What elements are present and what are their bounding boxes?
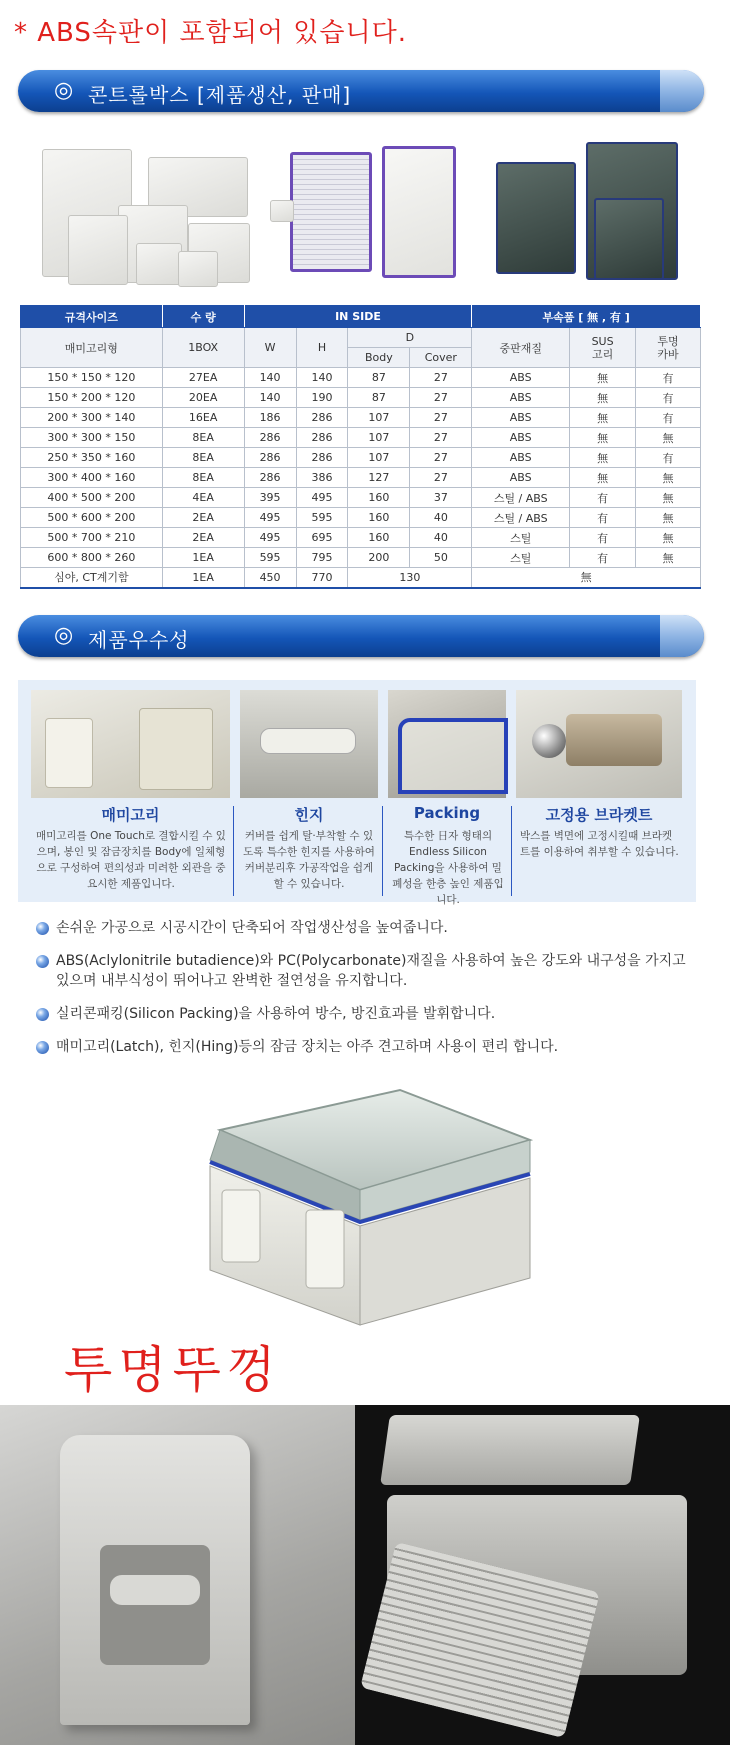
feature-desc-hinge: 커버를 쉽게 탈·부착할 수 있도록 특수한 힌지를 사용하여 커버분리후 가공작업을 쉽게 할 수 있습니다. bbox=[243, 830, 375, 890]
cell-d-cover: 27 bbox=[410, 448, 472, 468]
cell-d: 130 bbox=[348, 568, 472, 588]
spec-table bbox=[20, 305, 701, 589]
col-header-inside: IN SIDE bbox=[244, 306, 472, 328]
cell-d-cover: 37 bbox=[410, 488, 472, 508]
subheader-sus: SUS 고리 bbox=[570, 328, 636, 368]
cell-d-body: 107 bbox=[348, 428, 410, 448]
cell-sus: 有 bbox=[570, 528, 636, 548]
cell-accessories: 無 bbox=[472, 568, 701, 588]
cell-d-body: 107 bbox=[348, 408, 410, 428]
cell-d-cover: 40 bbox=[410, 528, 472, 548]
cell-size: 600 * 800 * 260 bbox=[21, 548, 163, 568]
cell-qty: 2EA bbox=[162, 528, 244, 548]
cell-h: 190 bbox=[296, 388, 348, 408]
cell-h: 795 bbox=[296, 548, 348, 568]
cell-plate: 스틸 bbox=[472, 528, 570, 548]
cell-qty: 20EA bbox=[162, 388, 244, 408]
cell-d-body: 160 bbox=[348, 488, 410, 508]
feature-photo-latch bbox=[31, 690, 230, 798]
cell-size: 150 * 150 * 120 bbox=[21, 368, 163, 388]
cell-size: 400 * 500 * 200 bbox=[21, 488, 163, 508]
feature-title-hinge: 힌지 bbox=[294, 806, 324, 824]
cell-d-cover: 27 bbox=[410, 428, 472, 448]
cell-clear: 無 bbox=[636, 468, 701, 488]
banner-symbol: ◎ bbox=[54, 623, 74, 648]
cell-sus: 無 bbox=[570, 468, 636, 488]
cell-plate: 스틸 / ABS bbox=[472, 488, 570, 508]
cell-size: 500 * 600 * 200 bbox=[21, 508, 163, 528]
subheader-unit: 1BOX bbox=[162, 328, 244, 368]
cell-plate: 스틸 / ABS bbox=[472, 508, 570, 528]
cell-qty: 8EA bbox=[162, 468, 244, 488]
table-row bbox=[21, 408, 701, 428]
cell-plate: ABS bbox=[472, 448, 570, 468]
cell-clear: 無 bbox=[636, 428, 701, 448]
feature-desc-packing: 특수한 日자 형태의 Endless Silicon Packing을 사용하여 밀폐성을 한층 높인 제품입니다. bbox=[392, 830, 504, 906]
subheader-latch-type: 매미고리형 bbox=[21, 328, 163, 368]
list-item: 실리콘패킹(Silicon Packing)을 사용하여 방수, 방진효과를 발휘합니다. bbox=[36, 1004, 696, 1024]
product-photo-open-box bbox=[262, 140, 457, 290]
cell-d-body: 107 bbox=[348, 448, 410, 468]
cell-h: 495 bbox=[296, 488, 348, 508]
table-row bbox=[21, 528, 701, 548]
table-row bbox=[21, 488, 701, 508]
list-item: 손쉬운 가공으로 시공시간이 단축되어 작업생산성을 높여줍니다. bbox=[36, 918, 696, 938]
cell-sus: 無 bbox=[570, 408, 636, 428]
cell-w: 186 bbox=[244, 408, 296, 428]
cell-d-body: 87 bbox=[348, 388, 410, 408]
cell-w: 595 bbox=[244, 548, 296, 568]
cell-h: 770 bbox=[296, 568, 348, 588]
cell-plate: ABS bbox=[472, 408, 570, 428]
feature-desc-latch: 매미고리를 One Touch로 결합시킬 수 있으며, 봉인 및 잠금장치를 Body에 일체형으로 구성하여 편의성과 미려한 외관을 중요시한 제품입니다. bbox=[36, 830, 226, 890]
cell-w: 286 bbox=[244, 448, 296, 468]
table-row bbox=[21, 428, 701, 448]
list-item: 매미고리(Latch), 힌지(Hing)등의 잠금 장치는 아주 견고하며 사용이 편리 합니다. bbox=[36, 1037, 696, 1057]
banner-title: 제품우수성 bbox=[88, 628, 190, 652]
cell-size: 150 * 200 * 120 bbox=[21, 388, 163, 408]
cell-d-body: 160 bbox=[348, 508, 410, 528]
cell-sus: 無 bbox=[570, 428, 636, 448]
bullet-icon bbox=[36, 955, 49, 968]
cell-h: 595 bbox=[296, 508, 348, 528]
cell-plate: ABS bbox=[472, 388, 570, 408]
subheader-w: W bbox=[244, 328, 296, 368]
cell-h: 386 bbox=[296, 468, 348, 488]
cell-w: 140 bbox=[244, 368, 296, 388]
table-row bbox=[21, 508, 701, 528]
photo-open-box-with-plate bbox=[355, 1405, 730, 1745]
feature-divider bbox=[382, 806, 383, 896]
feature-photo-packing bbox=[388, 690, 506, 798]
photo-latch-closeup bbox=[0, 1405, 355, 1745]
cell-d-body: 127 bbox=[348, 468, 410, 488]
cell-size: 300 * 400 * 160 bbox=[21, 468, 163, 488]
subheader-plate: 중판재질 bbox=[472, 328, 570, 368]
cell-d-body: 200 bbox=[348, 548, 410, 568]
cell-h: 140 bbox=[296, 368, 348, 388]
list-item: ABS(Aclylonitrile butadience)와 PC(Polycarbonate)재질을 사용하여 높은 강도와 내구성을 가지고 있으며 내부식성이 뛰어나고 완벽한 절연성을 유지합니다. bbox=[36, 951, 696, 991]
cell-d-cover: 27 bbox=[410, 408, 472, 428]
cell-d-cover: 40 bbox=[410, 508, 472, 528]
col-header-size: 규격사이즈 bbox=[21, 306, 163, 328]
cell-plate: ABS bbox=[472, 428, 570, 448]
cell-plate: 스틸 bbox=[472, 548, 570, 568]
feature-title-latch: 매미고리 bbox=[101, 806, 160, 824]
table-row-last bbox=[21, 568, 701, 588]
cell-h: 286 bbox=[296, 408, 348, 428]
subheader-h: H bbox=[296, 328, 348, 368]
cell-d-body: 160 bbox=[348, 528, 410, 548]
cell-clear: 有 bbox=[636, 408, 701, 428]
cell-w: 495 bbox=[244, 528, 296, 548]
cell-qty: 8EA bbox=[162, 448, 244, 468]
cell-clear: 有 bbox=[636, 448, 701, 468]
cell-sus: 無 bbox=[570, 388, 636, 408]
section-banner-product bbox=[18, 70, 704, 112]
cell-d-cover: 27 bbox=[410, 388, 472, 408]
cell-w: 140 bbox=[244, 388, 296, 408]
subheader-clear: 투명 카바 bbox=[636, 328, 701, 368]
cell-d-body: 87 bbox=[348, 368, 410, 388]
feature-photo-bracket bbox=[516, 690, 682, 798]
feature-title-bracket: 고정용 브라켓트 bbox=[545, 806, 653, 824]
cell-w: 395 bbox=[244, 488, 296, 508]
cell-d-cover: 27 bbox=[410, 468, 472, 488]
table-row bbox=[21, 548, 701, 568]
cell-qty: 27EA bbox=[162, 368, 244, 388]
cell-d-cover: 50 bbox=[410, 548, 472, 568]
cell-sus: 有 bbox=[570, 488, 636, 508]
cell-w: 286 bbox=[244, 428, 296, 448]
cell-qty: 8EA bbox=[162, 428, 244, 448]
cell-clear: 無 bbox=[636, 548, 701, 568]
bullet-icon bbox=[36, 1008, 49, 1021]
table-row bbox=[21, 388, 701, 408]
cell-clear: 無 bbox=[636, 508, 701, 528]
feature-divider bbox=[233, 806, 234, 896]
cell-sus: 有 bbox=[570, 548, 636, 568]
cell-w: 286 bbox=[244, 468, 296, 488]
cell-sus: 有 bbox=[570, 508, 636, 528]
cell-qty: 4EA bbox=[162, 488, 244, 508]
subheader-d: D bbox=[348, 328, 472, 348]
cell-h: 286 bbox=[296, 428, 348, 448]
cell-plate: ABS bbox=[472, 468, 570, 488]
cell-qty: 16EA bbox=[162, 408, 244, 428]
cell-w: 450 bbox=[244, 568, 296, 588]
feature-desc-bracket: 박스를 벽면에 고정시킬때 브라켓트를 이용하여 취부할 수 있습니다. bbox=[520, 830, 679, 858]
cell-size: 200 * 300 * 140 bbox=[21, 408, 163, 428]
col-header-accessories: 부속품 [ 無 , 有 ] bbox=[472, 306, 701, 328]
cell-size: 300 * 300 * 150 bbox=[21, 428, 163, 448]
subheader-body: Body bbox=[348, 348, 410, 368]
cell-qty: 1EA bbox=[162, 568, 244, 588]
cell-size: 500 * 700 * 210 bbox=[21, 528, 163, 548]
cell-clear: 有 bbox=[636, 368, 701, 388]
cell-size: 심야, CT계기함 bbox=[21, 568, 163, 588]
feature-divider bbox=[511, 806, 512, 896]
cell-qty: 2EA bbox=[162, 508, 244, 528]
cell-clear: 無 bbox=[636, 488, 701, 508]
benefit-list bbox=[36, 918, 696, 1070]
table-row bbox=[21, 468, 701, 488]
product-photo-dark-boxes bbox=[490, 138, 690, 288]
cell-size: 250 * 350 * 160 bbox=[21, 448, 163, 468]
table-row bbox=[21, 448, 701, 468]
product-photo-transparent-box bbox=[110, 1080, 610, 1350]
subheader-cover: Cover bbox=[410, 348, 472, 368]
bullet-icon bbox=[36, 922, 49, 935]
product-photo-white-boxes bbox=[38, 145, 253, 290]
transparent-cover-label: 투명뚜껑 bbox=[64, 1341, 282, 1399]
bullet-icon bbox=[36, 1041, 49, 1054]
cell-clear: 無 bbox=[636, 528, 701, 548]
notice-text: * ABS속판이 포함되어 있습니다. bbox=[14, 18, 408, 48]
cell-plate: ABS bbox=[472, 368, 570, 388]
cell-w: 495 bbox=[244, 508, 296, 528]
table-row bbox=[21, 368, 701, 388]
feature-title-packing: Packing bbox=[413, 804, 481, 822]
cell-clear: 有 bbox=[636, 388, 701, 408]
cell-h: 286 bbox=[296, 448, 348, 468]
banner-title: 콘트롤박스 [제품생산, 판매] bbox=[88, 83, 352, 107]
cell-qty: 1EA bbox=[162, 548, 244, 568]
cell-sus: 無 bbox=[570, 368, 636, 388]
feature-photo-hinge bbox=[240, 690, 378, 798]
col-header-qty: 수 량 bbox=[162, 306, 244, 328]
cell-d-cover: 27 bbox=[410, 368, 472, 388]
section-banner-excellence bbox=[18, 615, 704, 657]
banner-symbol: ◎ bbox=[54, 78, 74, 103]
cell-sus: 無 bbox=[570, 448, 636, 468]
cell-h: 695 bbox=[296, 528, 348, 548]
